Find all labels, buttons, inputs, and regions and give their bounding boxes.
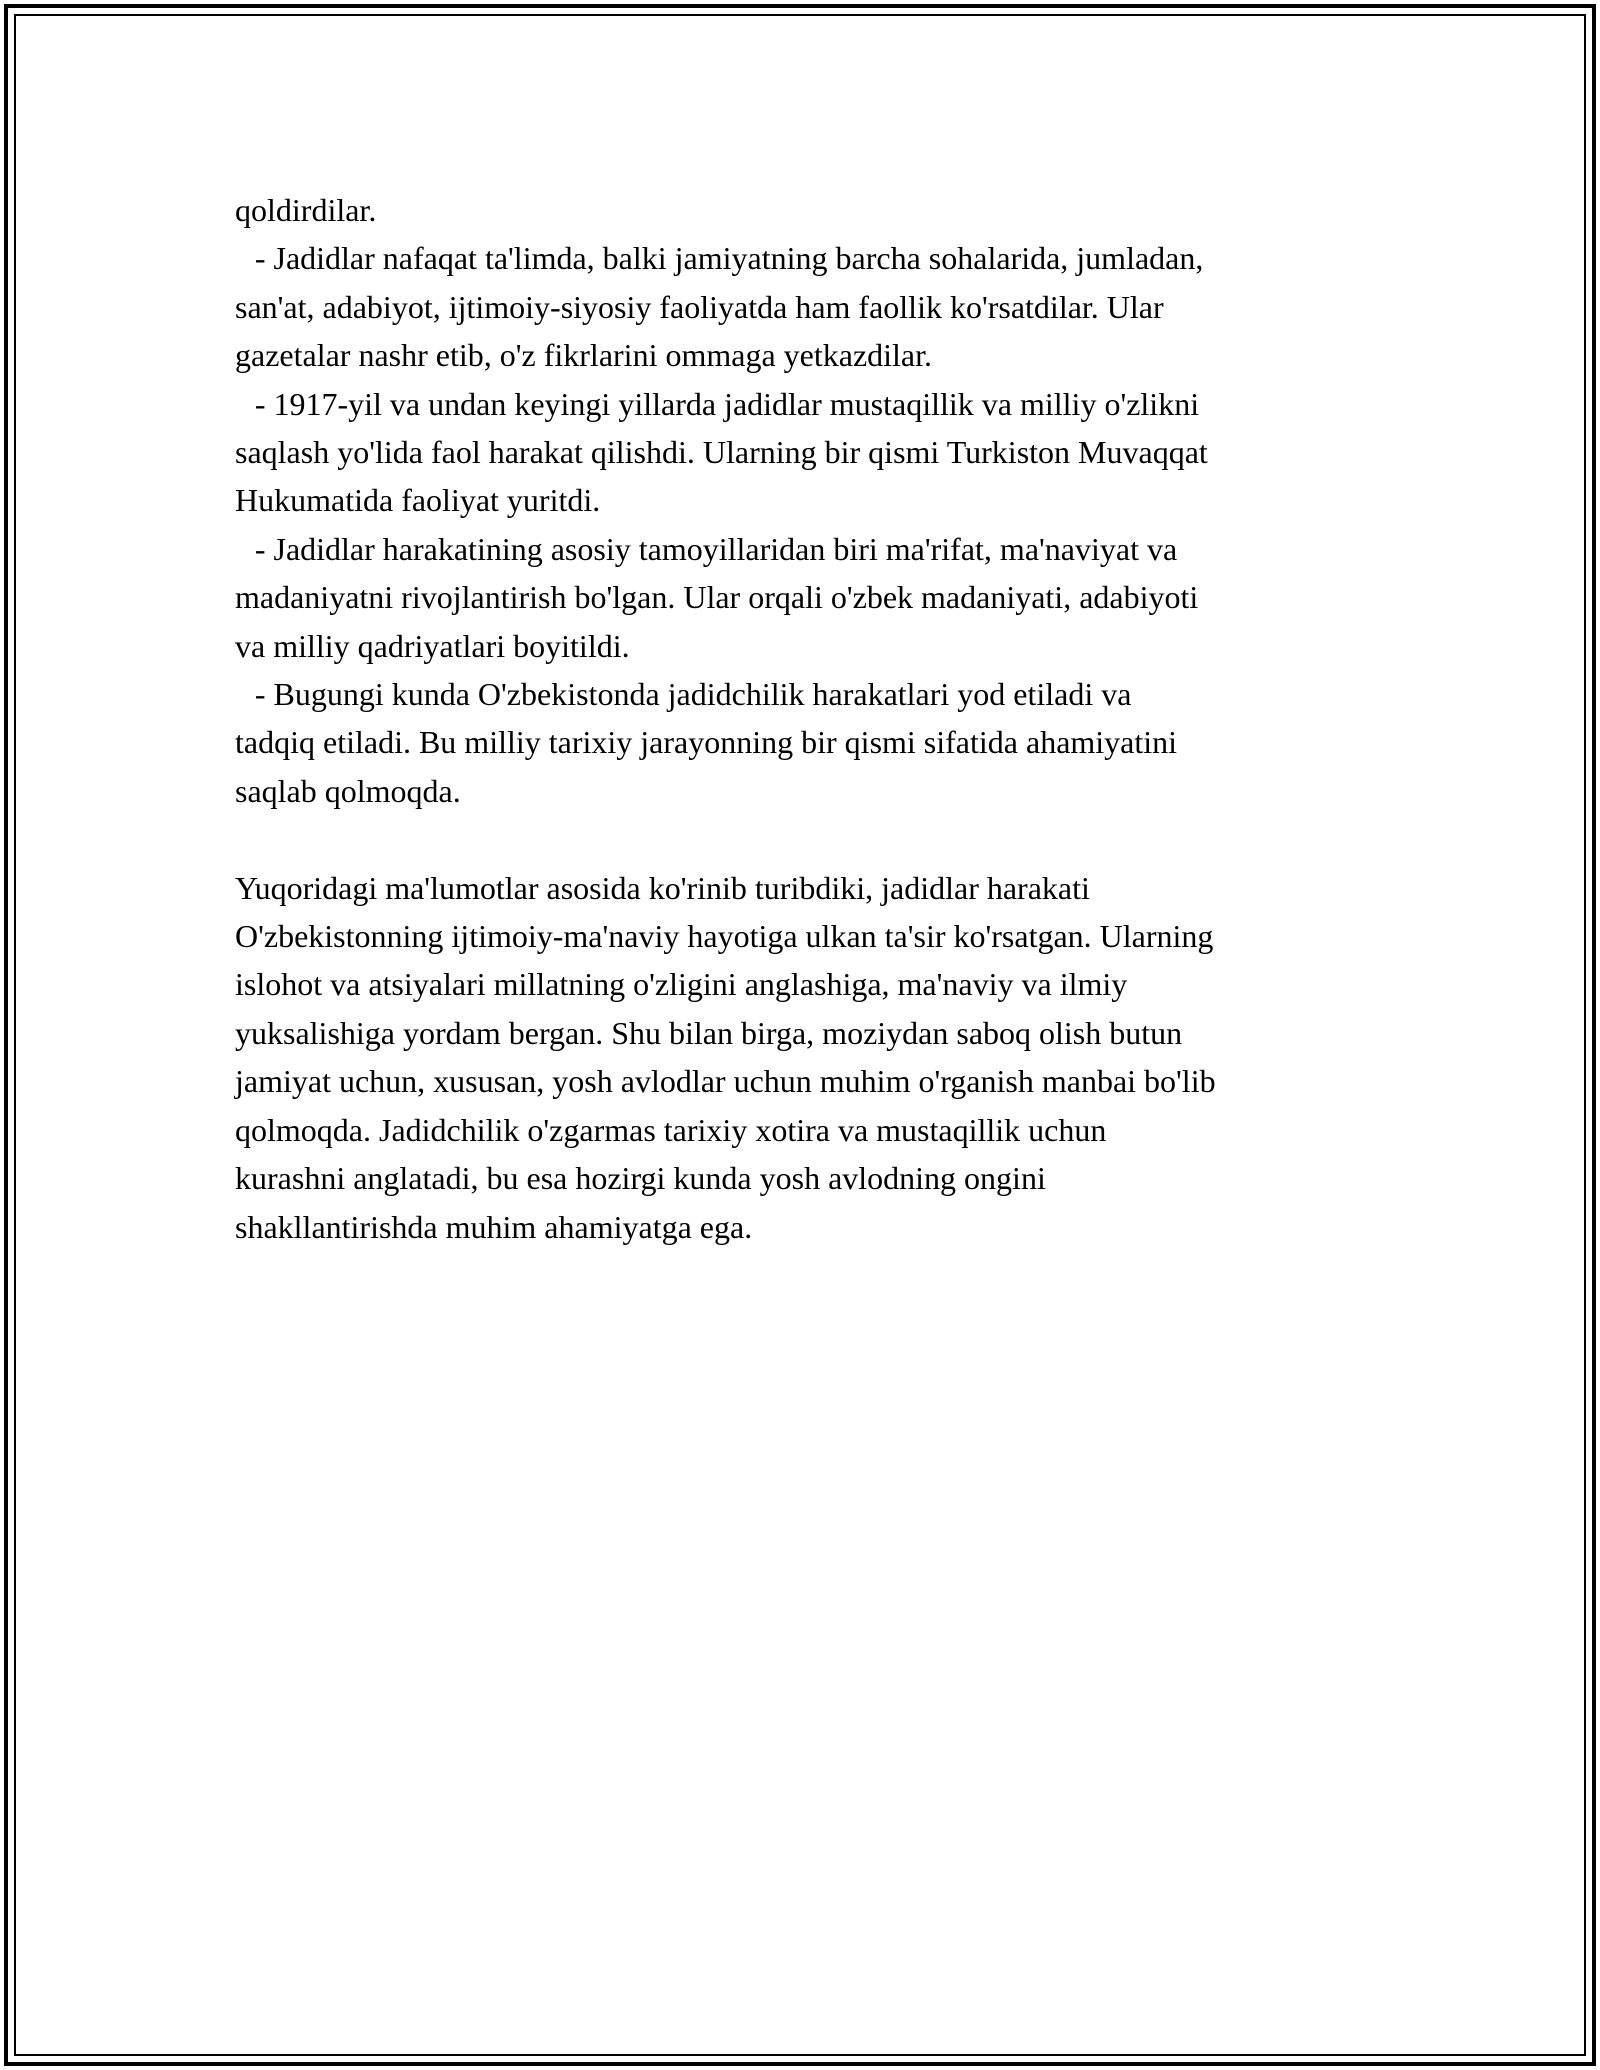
- text-line: tadqiq etiladi. Bu milliy tarixiy jarayonning bir qismi sifatida ahamiyatini: [235, 724, 1178, 761]
- conclusion-line: islohot va atsiyalari millatning o'zligini anglashiga, ma'naviy va ilmiy: [235, 966, 1128, 1003]
- text-line: saqlash yo'lida faol harakat qilishdi. Ularning bir qismi Turkiston Muvaqqat: [235, 434, 1208, 471]
- text-line: gazetalar nashr etib, o'z fikrlarini ommaga yetkazdilar.: [235, 337, 933, 374]
- conclusion-line: O'zbekistonning ijtimoiy-ma'naviy hayotiga ulkan ta'sir ko'rsatgan. Ularning: [235, 918, 1214, 955]
- text-line: saqlab qolmoqda.: [235, 772, 461, 809]
- list-item-line: - Jadidlar nafaqat ta'limda, balki jamiyatning barcha sohalarida, jumladan,: [254, 240, 1204, 277]
- conclusion-line: jamiyat uchun, xususan, yosh avlodlar uchun muhim o'rganish manbai bo'lib: [235, 1063, 1216, 1100]
- conclusion-line: qolmoqda. Jadidchilik o'zgarmas tarixiy xotira va mustaqillik uchun: [235, 1111, 1107, 1148]
- list-item-line: - Bugungi kunda O'zbekistonda jadidchilik harakatlari yod etiladi va: [254, 676, 1132, 713]
- document-body: [235, 186, 1375, 1251]
- text-line: Hukumatida faoliyat yuritdi.: [235, 482, 601, 519]
- list-item-line: - Jadidlar harakatining asosiy tamoyillaridan biri ma'rifat, ma'naviyat va: [254, 530, 1178, 567]
- conclusion-line: shakllantirishda muhim ahamiyatga ega.: [235, 1208, 753, 1245]
- conclusion-line: Yuqoridagi ma'lumotlar asosida ko'rinib turibdiki, jadidlar harakati: [235, 869, 1090, 906]
- text-line: va milliy qadriyatlari boyitildi.: [235, 627, 630, 664]
- list-item-line: - 1917-yil va undan keyingi yillarda jadidlar mustaqillik va milliy o'zlikni: [254, 385, 1200, 422]
- text-line: san'at, adabiyot, ijtimoiy-siyosiy faoliyatda ham faollik ko'rsatdilar. Ular: [235, 288, 1164, 325]
- paragraph-gap: [235, 815, 1375, 863]
- text-line: qoldirdilar.: [235, 192, 377, 228]
- conclusion-line: yuksalishiga yordam bergan. Shu bilan birga, moziydan saboq olish butun: [235, 1014, 1183, 1051]
- text-line: madaniyatni rivojlantirish bo'lgan. Ular orqali o'zbek madaniyati, adabiyoti: [235, 579, 1199, 616]
- conclusion-line: kurashni anglatadi, bu esa hozirgi kunda yosh avlodning ongini: [235, 1160, 1046, 1197]
